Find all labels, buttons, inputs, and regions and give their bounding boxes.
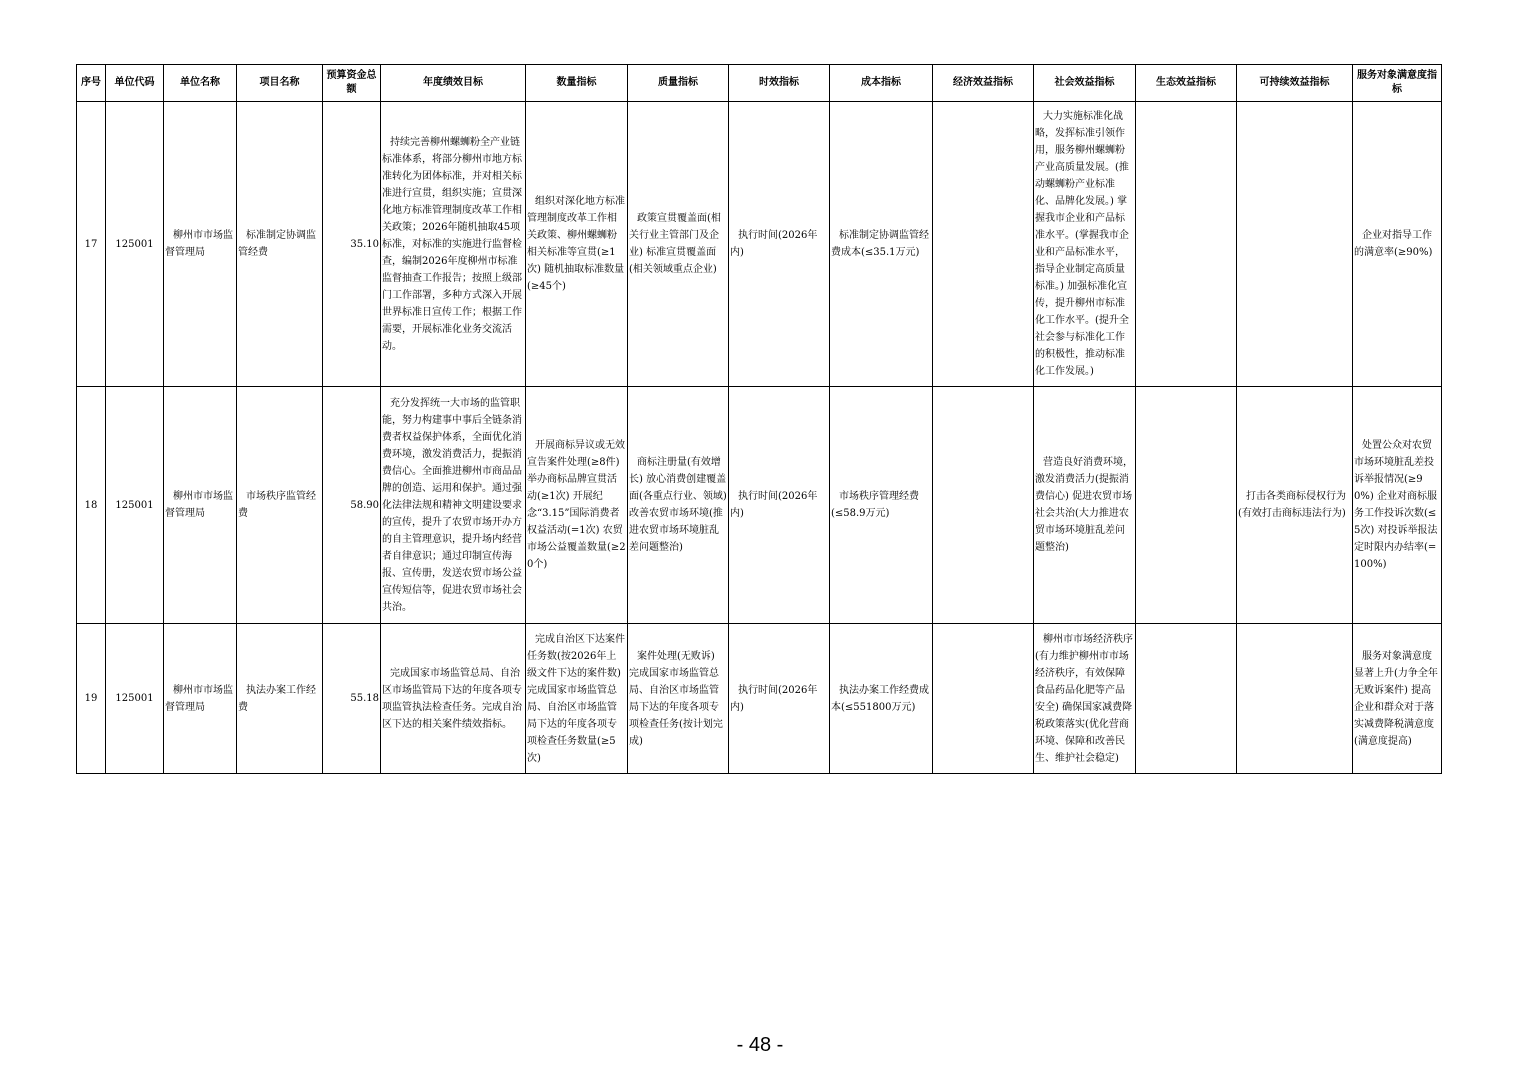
cell-unit-code: 125001 [106,624,164,774]
header-satisfaction: 服务对象满意度指标 [1353,65,1442,102]
table-row [77,624,1442,774]
cell-seq: 18 [77,387,106,624]
cell-economic [933,624,1034,774]
cell-unit-name: 柳州市市场监督管理局 [164,387,237,624]
cell-unit-name: 柳州市市场监督管理局 [164,624,237,774]
cell-social: 柳州市市场经济秩序(有力维护柳州市市场经济秩序，有效保障食品药品化肥等产品安全) 确保国家减费降税政策落实(优化营商环境、保障和改善民生、维护社会稳定) [1034,624,1136,774]
table-row [77,102,1442,387]
header-sustainable: 可持续效益指标 [1237,65,1353,102]
cell-ecological [1136,102,1237,387]
cell-ecological [1136,387,1237,624]
header-unit-name: 单位名称 [164,65,237,102]
cell-project-name: 标准制定协调监管经费 [237,102,323,387]
table-header-row [77,65,1442,102]
table-row [77,387,1442,624]
cell-unit-code: 125001 [106,387,164,624]
cell-budget: 35.10 [323,102,381,387]
cell-quantity: 开展商标异议或无效宣告案件处理(≥8件) 举办商标品牌宣贯活动(≥1次) 开展纪念“3.15”国际消费者权益活动(=1次) 农贸市场公益覆盖数量(≥20个) [526,387,628,624]
performance-table [76,64,1442,774]
header-social: 社会效益指标 [1034,65,1136,102]
header-project-name: 项目名称 [237,65,323,102]
cell-social: 大力实施标准化战略，发挥标准引领作用，服务柳州螺蛳粉产业高质量发展。(推动螺蛳粉产业标准化、品牌化发展。) 掌握我市企业和产品标准水平。(掌握我市企业和产品标准水平，指导企业制定高质量标准。) 加强标准化宣传，提升柳州市标准化工作水平。(提升全社会参与标准化工作的积极性，推动标准化工作发展。) [1034,102,1136,387]
cell-project-name: 市场秩序监管经费 [237,387,323,624]
cell-timeliness: 执行时间(2026年内) [729,387,830,624]
cell-cost: 标准制定协调监管经费成本(≤35.1万元) [830,102,933,387]
cell-quality: 政策宣贯覆盖面(相关行业主管部门及企业) 标准宣贯覆盖面(相关领域重点企业) [628,102,729,387]
header-economic: 经济效益指标 [933,65,1034,102]
header-cost: 成本指标 [830,65,933,102]
cell-budget: 58.90 [323,387,381,624]
cell-quality: 商标注册量(有效增长) 放心消费创建覆盖面(各重点行业、领域) 改善农贸市场环境(推进农贸市场环境脏乱差问题整治) [628,387,729,624]
cell-cost: 市场秩序管理经费(≤58.9万元) [830,387,933,624]
cell-quantity: 组织对深化地方标准管理制度改革工作相关政策、柳州螺蛳粉相关标准等宣贯(≥1次) 随机抽取标准数量(≥45个) [526,102,628,387]
cell-satisfaction: 服务对象满意度显著上升(力争全年无败诉案件) 提高企业和群众对于落实减费降税满意度(满意度提高) [1353,624,1442,774]
header-budget: 预算资金总额 [323,65,381,102]
cell-seq: 19 [77,624,106,774]
cell-satisfaction: 处置公众对农贸市场环境脏乱差投诉举报情况(≥90%) 企业对商标服务工作投诉次数(≤5次) 对投诉举报法定时限内办结率(=100%) [1353,387,1442,624]
header-ecological: 生态效益指标 [1136,65,1237,102]
header-annual-goal: 年度绩效目标 [381,65,526,102]
cell-ecological [1136,624,1237,774]
cell-cost: 执法办案工作经费成本(≤551800万元) [830,624,933,774]
cell-project-name: 执法办案工作经费 [237,624,323,774]
header-timeliness: 时效指标 [729,65,830,102]
cell-timeliness: 执行时间(2026年内) [729,624,830,774]
cell-timeliness: 执行时间(2026年内) [729,102,830,387]
header-unit-code: 单位代码 [106,65,164,102]
cell-seq: 17 [77,102,106,387]
cell-unit-code: 125001 [106,102,164,387]
cell-quality: 案件处理(无败诉) 完成国家市场监管总局、自治区市场监管局下达的年度各项专项检查任务(按计划完成) [628,624,729,774]
cell-economic [933,102,1034,387]
cell-economic [933,387,1034,624]
cell-satisfaction: 企业对指导工作的满意率(≥90%) [1353,102,1442,387]
page-number: - 48 - [736,1034,784,1056]
cell-sustainable [1237,624,1353,774]
cell-sustainable [1237,102,1353,387]
cell-annual-goal: 完成国家市场监管总局、自治区市场监管局下达的年度各项专项监管执法检查任务。完成自治区下达的相关案件绩效指标。 [381,624,526,774]
header-quality: 质量指标 [628,65,729,102]
cell-annual-goal: 充分发挥统一大市场的监管职能，努力构建事中事后全链条消费者权益保护体系，全面优化消费环境，激发消费活力，提振消费信心。全面推进柳州市商品品牌的创造、运用和保护。通过强化法律法规和精神文明建设要求的宣传，提升了农贸市场开办方的自主管理意识，提升场内经营者自律意识；通过印制宣传海报、宣传册，发送农贸市场公益宣传短信等，促进农贸市场社会共治。 [381,387,526,624]
cell-annual-goal: 持续完善柳州螺蛳粉全产业链标准体系，将部分柳州市地方标准转化为团体标准，并对相关标准进行宣贯，组织实施；宣贯深化地方标准管理制度改革工作相关政策；2026年随机抽取45项标准，对标准的实施进行监督检查，编制2026年度柳州市标准监督抽查工作报告；按照上级部门工作部署，多种方式深入开展世界标准日宣传工作；根据工作需要，开展标准化业务交流活动。 [381,102,526,387]
cell-quantity: 完成自治区下达案件任务数(按2026年上级文件下达的案件数) 完成国家市场监管总局、自治区市场监管局下达的年度各项专项检查任务数量(≥5次) [526,624,628,774]
header-quantity: 数量指标 [526,65,628,102]
cell-budget: 55.18 [323,624,381,774]
cell-social: 营造良好消费环境，激发消费活力(提振消费信心) 促进农贸市场社会共治(大力推进农贸市场环境脏乱差问题整治) [1034,387,1136,624]
header-seq: 序号 [77,65,106,102]
cell-unit-name: 柳州市市场监督管理局 [164,102,237,387]
cell-sustainable: 打击各类商标侵权行为(有效打击商标违法行为) [1237,387,1353,624]
